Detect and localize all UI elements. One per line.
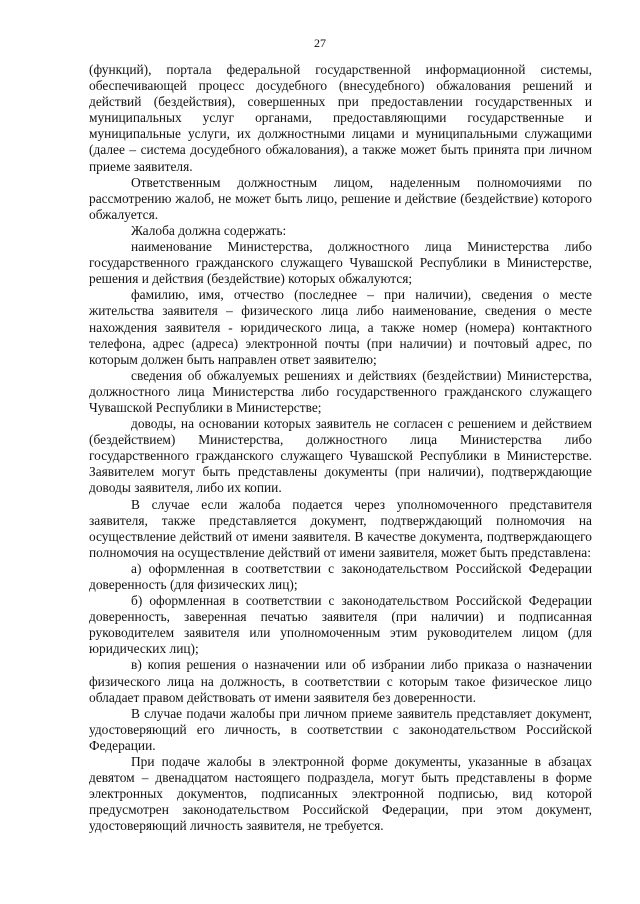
paragraph: доводы, на основании которых заявитель не согласен с решением и действием (бездействием) Министерства, должностного лица Министерства либо государственного гражданского служащего Чувашской Республики в Министерстве. Заявителем могут быть представлены документы (при наличии), подтверждающие доводы заявителя, либо их копии. <box>89 416 592 496</box>
paragraph: фамилию, имя, отчество (последнее – при наличии), сведения о месте жительства заявителя – физического лица либо наименование, сведения о месте нахождения заявителя - юридического лица, а также номер (номера) контактного телефона, адрес (адреса) электронной почты (при наличии) и почтовый адрес, по которым должен быть направлен ответ заявителю; <box>89 287 592 367</box>
paragraph: Ответственным должностным лицом, наделенным полномочиями по рассмотрению жалоб, не может быть лицо, решение и действие (бездействие) которого обжалуется. <box>89 174 592 222</box>
paragraph: в) копия решения о назначении или об избрании либо приказа о назначении физического лица на должность, в соответствии с которым такое физическое лицо обладает правом действовать от имени заявителя без доверенности. <box>89 657 592 705</box>
paragraph: (функций), портала федеральной государственной информационной системы, обеспечивающей процесс досудебного (внесудебного) обжалования решений и действий (бездействия), совершенных при предоставлении государственных и муниципальных услуг органами, предоставляющими государственные и муниципальные услуги, их должностными лицами и муниципальными служащими (далее – система досудебного обжалования), а также может быть принята при личном приеме заявителя. <box>89 62 592 174</box>
page-number: 27 <box>314 36 326 50</box>
paragraph: При подаче жалобы в электронной форме документы, указанные в абзацах девятом – двенадцатом настоящего подраздела, могут быть представлены в форме электронных документов, подписанных электронной подписью, вид которой предусмотрен законодательством Российской Федерации, при этом документ, удостоверяющий личность заявителя, не требуется. <box>89 754 592 834</box>
paragraph: наименование Министерства, должностного лица Министерства либо государственного гражданского служащего Чувашской Республики в Министерстве, решения и действия (бездействие) которых обжалуются; <box>89 239 592 287</box>
paragraph: сведения об обжалуемых решениях и действиях (бездействии) Министерства, должностного лица Министерства либо государственного гражданского служащего Чувашской Республики в Министерстве; <box>89 367 592 415</box>
paragraph: В случае если жалоба подается через уполномоченного представителя заявителя, также представляется документ, подтверждающий полномочия на осуществление действий от имени заявителя. В качестве документа, подтверждающего полномочия на осуществление действий от имени заявителя, может быть представлена: <box>89 496 592 560</box>
document-body <box>89 62 592 835</box>
paragraph: а) оформленная в соответствии с законодательством Российской Федерации доверенность (для физических лиц); <box>89 560 592 592</box>
paragraph: Жалоба должна содержать: <box>131 222 287 238</box>
paragraph: В случае подачи жалобы при личном приеме заявитель представляет документ, удостоверяющий его личность, в соответствии с законодательством Российской Федерации. <box>89 705 592 753</box>
paragraph: б) оформленная в соответствии с законодательством Российской Федерации доверенность, заверенная печатью заявителя (при наличии) и подписанная руководителем заявителя или уполномоченным этим руководителем лицом (для юридических лиц); <box>89 593 592 657</box>
